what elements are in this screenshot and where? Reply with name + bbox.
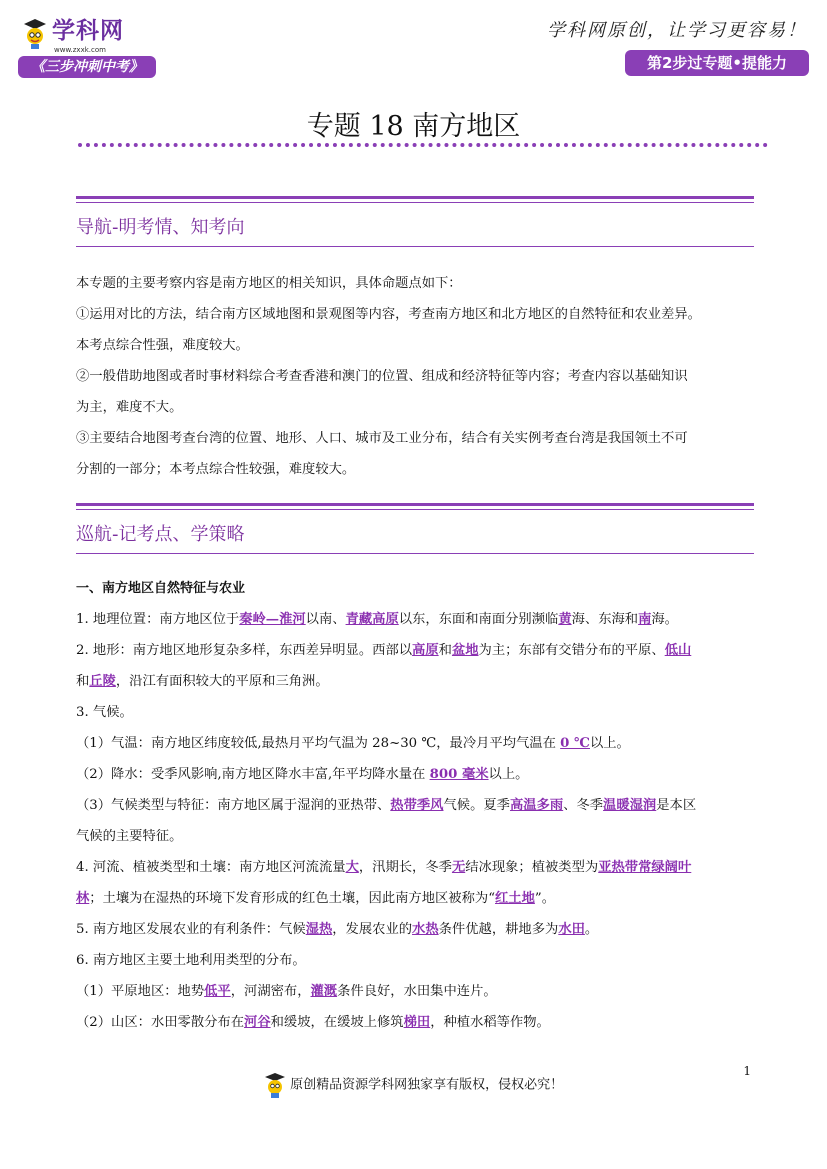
point-climate: 3. 气候。	[76, 705, 133, 720]
section1-rule-thin	[76, 202, 754, 203]
title-divider	[78, 143, 768, 147]
footer	[0, 1072, 827, 1098]
section1-rule-top	[76, 196, 754, 199]
mascot-icon	[264, 1072, 286, 1098]
point-terrain-cont: 和丘陵，沿江有面积较大的平原和三角洲。	[76, 674, 329, 689]
slogan: 学科网原创，让学习更容易！	[547, 20, 807, 41]
point-rivers-vegetation: 4. 河流、植被类型和土壤：南方地区河流流量大，汛期长，冬季无结冰现象；植被类型为亚热带常绿阔叶	[76, 860, 692, 875]
footer-text: 原创精品资源学科网独家享有版权，侵权必究！	[290, 1077, 564, 1093]
section2-title: 巡航-记考点、学策略	[76, 524, 245, 545]
point-agriculture: 5. 南方地区发展农业的有利条件：气候湿热，发展农业的水热条件优越，耕地多为水田。	[76, 922, 599, 937]
section1-title: 导航-明考情、知考向	[76, 217, 245, 238]
point-mountain: （2）山区：水田零散分布在河谷和缓坡，在缓坡上修筑梯田，种植水稻等作物。	[76, 1015, 550, 1030]
point-temperature: （1）气温：南方地区纬度较低,最热月平均气温为 28~30 ℃，最冷月平均气温在 0 ℃以上。	[76, 736, 630, 751]
point-land-use: 6. 南方地区主要土地利用类型的分布。	[76, 953, 306, 968]
point-soil: 林；土壤为在湿热的环境下发育形成的红色土壤，因此南方地区被称为“红土地”。	[76, 891, 555, 906]
section1-line: ①运用对比的方法，结合南方区域地图和景观图等内容，考查南方地区和北方地区的自然特征和农业差异。	[76, 307, 701, 322]
point-climate-type: （3）气候类型与特征：南方地区属于湿润的亚热带、热带季风气候。夏季高温多雨、冬季温暖湿润是本区	[76, 798, 697, 813]
section2-rule-bottom	[76, 553, 754, 554]
point-terrain: 2. 地形：南方地区地形复杂多样，东西差异明显。西部以高原和盆地为主；东部有交错分布的平原、低山	[76, 643, 692, 658]
section2-body	[76, 573, 756, 1038]
section1-line: 为主，难度不大。	[76, 400, 183, 415]
series-tag: 《三步冲刺中考》	[18, 56, 156, 78]
section2-subheading: 一、南方地区自然特征与农业	[76, 581, 246, 596]
section2-rule-top	[76, 503, 754, 506]
section1-line: 分割的一部分；本考点综合性较强，难度较大。	[76, 462, 356, 477]
step-tag: 第2步过专题•提能力	[625, 50, 809, 76]
section2-rule-thin	[76, 509, 754, 510]
section1-rule-bottom	[76, 246, 754, 247]
point-precipitation: （2）降水：受季风影响,南方地区降水丰富,年平均降水量在 800 毫米以上。	[76, 767, 529, 782]
section1-line: 本考点综合性强，难度较大。	[76, 338, 249, 353]
section1-line: ②一般借助地图或者时事材料综合考查香港和澳门的位置、组成和经济特征等内容；考查内容以基础知识	[76, 369, 688, 384]
page-title: 专题 18 南方地区	[306, 111, 521, 142]
page-number: 1	[743, 1064, 751, 1078]
point-location: 1. 地理位置：南方地区位于秦岭—淮河以南、青藏高原以东，东面和南面分别濒临黄海、东海和南海。	[76, 612, 678, 627]
logo-url: www.zxxk.com	[54, 46, 106, 54]
section1-line: ③主要结合地图考查台湾的位置、地形、人口、城市及工业分布，结合有关实例考查台湾是我国领土不可	[76, 431, 688, 446]
section1-body	[76, 268, 756, 485]
logo-text: 学科网	[52, 18, 124, 44]
point-climate-type-cont: 气候的主要特征。	[76, 829, 183, 844]
mascot-icon	[22, 18, 48, 50]
xuekewang-logo	[18, 12, 158, 82]
section1-line: 本专题的主要考察内容是南方地区的相关知识，具体命题点如下：	[76, 276, 462, 291]
point-plain: （1）平原地区：地势低平，河湖密布，灌溉条件良好，水田集中连片。	[76, 984, 497, 999]
